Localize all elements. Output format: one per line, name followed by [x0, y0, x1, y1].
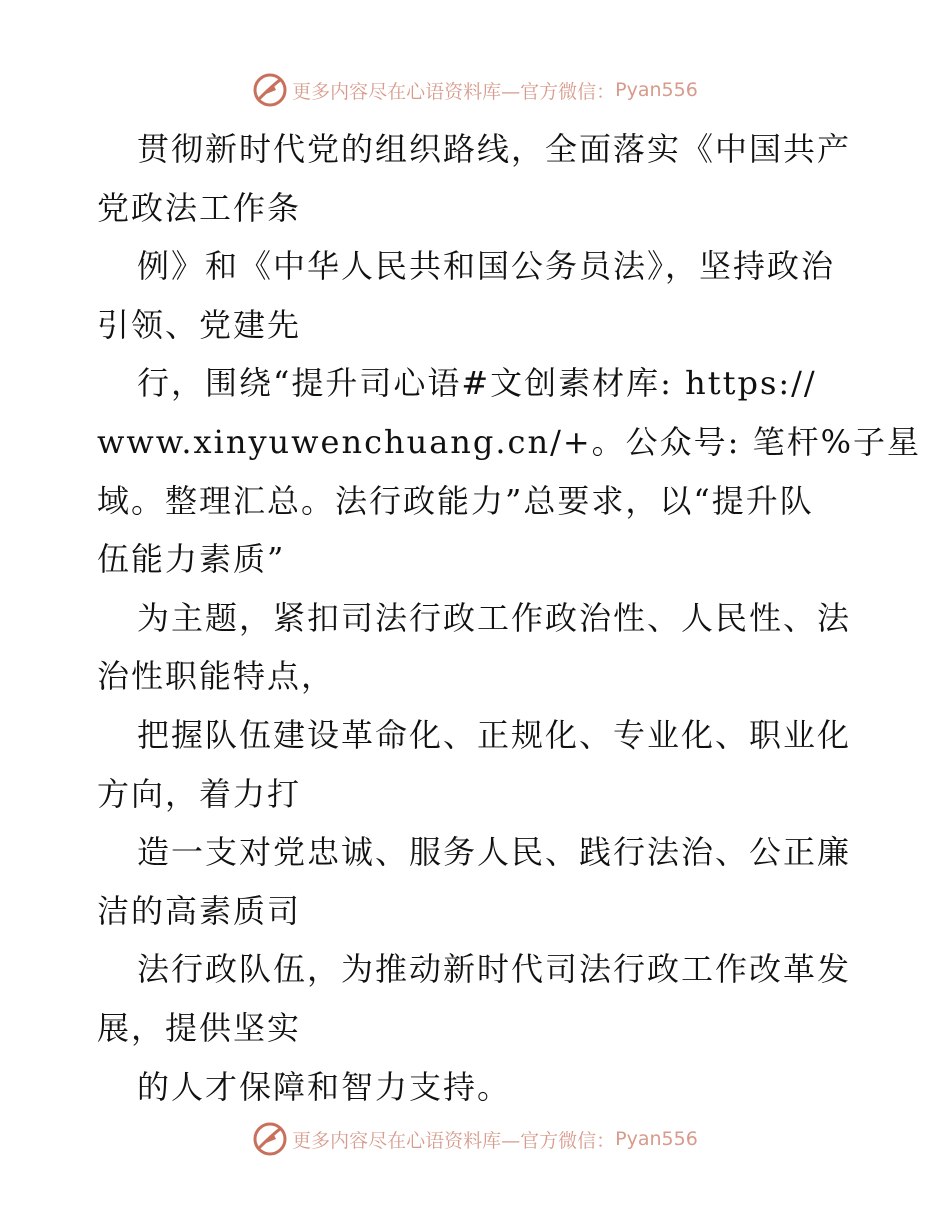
text-line: 引领、党建先: [97, 305, 302, 344]
text-line: 为主题，紧扣司法行政工作政治性、人民性、法: [137, 598, 852, 637]
pen-logo-icon: [252, 72, 288, 108]
watermark-handle: Pyan556: [615, 1128, 698, 1150]
text-line: www.xinyuwenchuang.cn/+。公众号: 笔杆%子星: [97, 422, 922, 461]
header-watermark: [0, 68, 950, 112]
watermark-text: 更多内容尽在心语资料库—官方微信：: [292, 80, 616, 103]
text-line: 造一支对党忠诚、服务人民、践行法治、公正廉: [137, 833, 852, 872]
watermark-text: 更多内容尽在心语资料库—官方微信：: [292, 1129, 616, 1152]
text-line: 的人才保障和智力支持。: [137, 1067, 512, 1106]
text-line: 洁的高素质司: [97, 891, 302, 930]
text-line: 法行政队伍，为推动新时代司法行政工作改革发: [137, 950, 852, 989]
text-line: 把握队伍建设革命化、正规化、专业化、职业化: [137, 715, 852, 754]
text-line: 展，提供坚实: [97, 1008, 302, 1047]
document-body: [97, 120, 922, 1116]
text-line: 方向，着力打: [97, 774, 302, 813]
text-line: 党政法工作条: [97, 188, 302, 227]
watermark-handle: Pyan556: [615, 79, 698, 101]
footer-watermark: [0, 1117, 950, 1161]
text-line: 域。整理汇总。法行政能力”总要求，以“提升队: [97, 481, 814, 520]
pen-logo-icon: [252, 1121, 288, 1157]
text-line: 伍能力素质”: [97, 540, 286, 579]
text-line: 行，围绕“提升司心语#文创素材库: https://: [137, 364, 817, 403]
text-line: 贯彻新时代党的组织路线，全面落实《中国共产: [137, 130, 852, 168]
text-line: 治性职能特点，: [97, 657, 336, 696]
text-line: 例》和《中华人民共和国公务员法》，坚持政治: [137, 247, 836, 286]
